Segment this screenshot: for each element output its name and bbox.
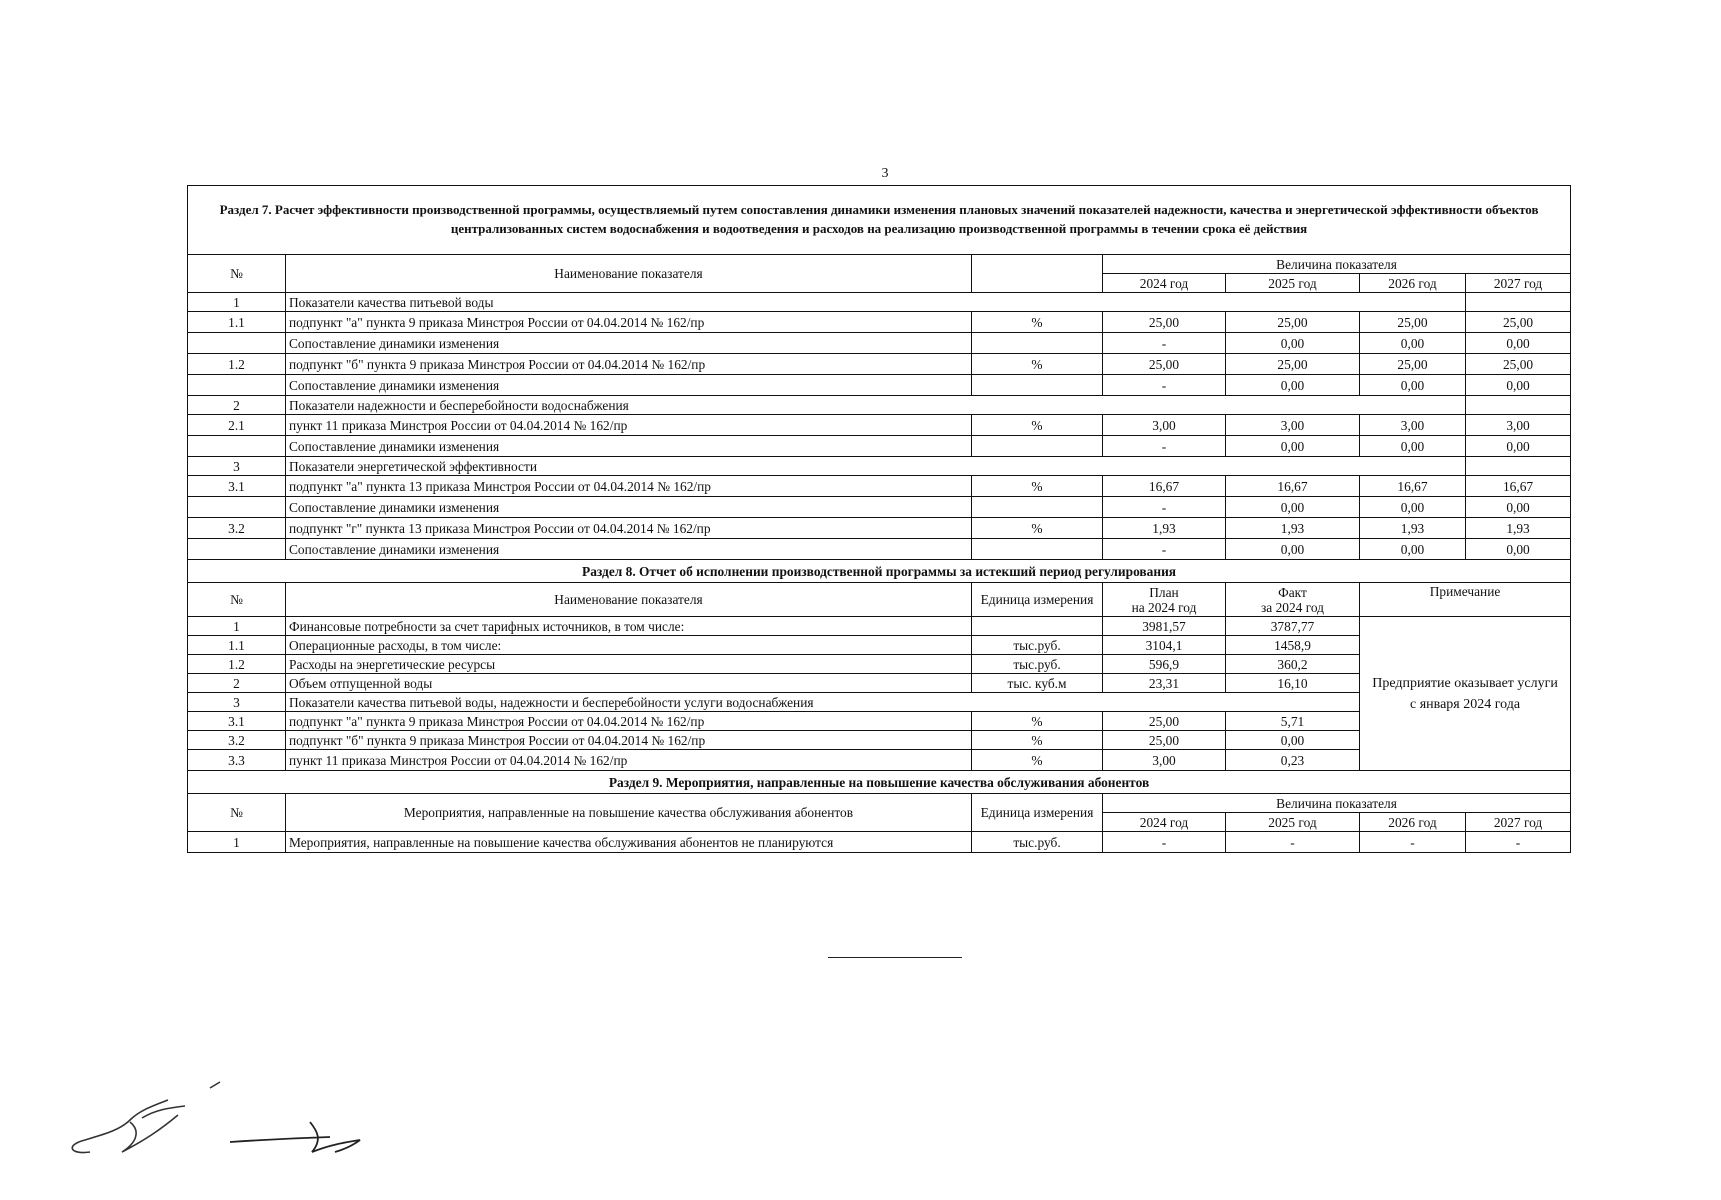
value-2027: 0,00 <box>1466 333 1571 354</box>
value-2027: 0,00 <box>1466 436 1571 457</box>
row-num: 1.1 <box>188 312 286 333</box>
row-num: 3 <box>188 693 286 712</box>
indicator-name: подпункт "а" пункта 13 приказа Минстроя России от 04.04.2014 № 162/пр <box>286 476 972 497</box>
value-2024: 25,00 <box>1103 312 1226 333</box>
row-num <box>188 497 286 518</box>
row-num <box>188 333 286 354</box>
table-row <box>188 497 1571 518</box>
value-2024: - <box>1103 539 1226 560</box>
value-2027: - <box>1466 832 1571 853</box>
s7-header-2025: 2025 год <box>1226 274 1360 293</box>
row-num: 3.2 <box>188 731 286 750</box>
value-2027: 25,00 <box>1466 354 1571 375</box>
indicator-name: подпункт "а" пункта 9 приказа Минстроя России от 04.04.2014 № 162/пр <box>286 712 972 731</box>
value-2025: - <box>1226 832 1360 853</box>
row-num <box>188 436 286 457</box>
unit: тыс.руб. <box>972 832 1103 853</box>
table-row <box>188 832 1571 853</box>
value-2026: 0,00 <box>1360 333 1466 354</box>
table-row <box>188 375 1571 396</box>
s8-header-note: Примечание <box>1360 583 1571 617</box>
section8-header-row <box>188 583 1571 617</box>
value-2026: 0,00 <box>1360 539 1466 560</box>
indicator-name: пункт 11 приказа Минстроя России от 04.04.2014 № 162/пр <box>286 750 972 771</box>
plan-value: 25,00 <box>1103 712 1226 731</box>
plan-value: 23,31 <box>1103 674 1226 693</box>
table-row <box>188 415 1571 436</box>
table-row <box>188 539 1571 560</box>
value-2027: 1,93 <box>1466 518 1571 539</box>
indicator-name: подпункт "б" пункта 9 приказа Минстроя России от 04.04.2014 № 162/пр <box>286 731 972 750</box>
value-2026: 0,00 <box>1360 436 1466 457</box>
indicator-name: Операционные расходы, в том числе: <box>286 636 972 655</box>
fact-value: 3787,77 <box>1226 617 1360 636</box>
value-2024: - <box>1103 375 1226 396</box>
note-line-1: Предприятие оказывает услуги <box>1372 675 1558 691</box>
row-num: 1.2 <box>188 354 286 375</box>
plan-label: План <box>1149 584 1179 600</box>
plan-value: 3,00 <box>1103 750 1226 771</box>
indicator-name: Объем отпущенной воды <box>286 674 972 693</box>
s9-header-2024: 2024 год <box>1103 813 1226 832</box>
group-name: Показатели надежности и бесперебойности водоснабжения <box>286 396 1466 415</box>
value-2025: 25,00 <box>1226 312 1360 333</box>
row-num: 1 <box>188 293 286 312</box>
value-2025: 25,00 <box>1226 354 1360 375</box>
s9-header-num: № <box>188 794 286 832</box>
indicator-name: подпункт "г" пункта 13 приказа Минстроя России от 04.04.2014 № 162/пр <box>286 518 972 539</box>
plan-value: 3104,1 <box>1103 636 1226 655</box>
value-2025: 0,00 <box>1226 539 1360 560</box>
indicator-name: Финансовые потребности за счет тарифных источников, в том числе: <box>286 617 972 636</box>
value-2026: - <box>1360 832 1466 853</box>
indicator-name: подпункт "а" пункта 9 приказа Минстроя России от 04.04.2014 № 162/пр <box>286 312 972 333</box>
value-2024: - <box>1103 497 1226 518</box>
value-2026: 25,00 <box>1360 312 1466 333</box>
unit: тыс. куб.м <box>972 674 1103 693</box>
s9-header-unit: Единица измерения <box>972 794 1103 832</box>
indicator-name: Сопоставление динамики изменения <box>286 497 972 518</box>
table-row <box>188 396 1571 415</box>
s8-header-name: Наименование показателя <box>286 583 972 617</box>
unit: % <box>972 312 1103 333</box>
unit: тыс.руб. <box>972 655 1103 674</box>
fact-value: 360,2 <box>1226 655 1360 674</box>
signature-stroke <box>72 1082 220 1153</box>
section9-title: Раздел 9. Мероприятия, направленные на повышение качества обслуживания абонентов <box>188 771 1571 794</box>
group-name: Показатели качества питьевой воды <box>286 293 1466 312</box>
value-2026: 1,93 <box>1360 518 1466 539</box>
row-num: 3.1 <box>188 476 286 497</box>
s9-header-2026: 2026 год <box>1360 813 1466 832</box>
section7-title: Раздел 7. Расчет эффективности производственной программы, осуществляемый путем сопоставления динамики изменения плановых значений показателей надежности, качества и энергетической эффективности объектов централизованных систем водоснабжения и водоотведения и расходов на реализацию производственной программы в течении срока её действия <box>188 186 1571 255</box>
unit: % <box>972 518 1103 539</box>
plan-value: 25,00 <box>1103 731 1226 750</box>
row-num <box>188 375 286 396</box>
table-row <box>188 354 1571 375</box>
unit <box>972 539 1103 560</box>
empty-cell <box>1466 396 1571 415</box>
unit: % <box>972 476 1103 497</box>
group-name: Показатели качества питьевой воды, надежности и бесперебойности услуги водоснабжения <box>286 693 1360 712</box>
unit <box>972 617 1103 636</box>
row-num: 1.2 <box>188 655 286 674</box>
indicator-name: Сопоставление динамики изменения <box>286 375 972 396</box>
row-num: 2 <box>188 674 286 693</box>
value-2024: - <box>1103 333 1226 354</box>
section8-title: Раздел 8. Отчет об исполнении производственной программы за истекший период регулирования <box>188 560 1571 583</box>
row-num: 1.1 <box>188 636 286 655</box>
s7-header-2027: 2027 год <box>1466 274 1571 293</box>
value-2024: - <box>1103 436 1226 457</box>
table-row <box>188 333 1571 354</box>
indicator-name: Сопоставление динамики изменения <box>286 539 972 560</box>
fact-value: 1458,9 <box>1226 636 1360 655</box>
note-line-2: с января 2024 года <box>1410 696 1521 712</box>
table-row <box>188 476 1571 497</box>
s8-header-fact <box>1226 583 1360 617</box>
s8-header-unit: Единица измерения <box>972 583 1103 617</box>
end-divider <box>828 957 962 958</box>
value-2025: 16,67 <box>1226 476 1360 497</box>
table-row <box>188 457 1571 476</box>
row-num: 2 <box>188 396 286 415</box>
value-2025: 3,00 <box>1226 415 1360 436</box>
table-row <box>188 293 1571 312</box>
indicator-name: Сопоставление динамики изменения <box>286 436 972 457</box>
fact-value: 5,71 <box>1226 712 1360 731</box>
s8-header-plan <box>1103 583 1226 617</box>
s7-header-2024: 2024 год <box>1103 274 1226 293</box>
value-2027: 25,00 <box>1466 312 1571 333</box>
value-2025: 0,00 <box>1226 333 1360 354</box>
s7-header-value: Величина показателя <box>1103 255 1571 274</box>
value-2027: 3,00 <box>1466 415 1571 436</box>
s7-header-name: Наименование показателя <box>286 255 972 293</box>
measure-name: Мероприятия, направленные на повышение качества обслуживания абонентов не планируются <box>286 832 972 853</box>
unit: % <box>972 712 1103 731</box>
indicator-name: Сопоставление динамики изменения <box>286 333 972 354</box>
value-2027: 16,67 <box>1466 476 1571 497</box>
table-row <box>188 617 1571 636</box>
unit: % <box>972 415 1103 436</box>
unit: % <box>972 731 1103 750</box>
value-2027: 0,00 <box>1466 375 1571 396</box>
value-2025: 0,00 <box>1226 497 1360 518</box>
unit <box>972 375 1103 396</box>
row-num: 1 <box>188 617 286 636</box>
s7-header-2026: 2026 год <box>1360 274 1466 293</box>
section9-title-row <box>188 771 1571 794</box>
row-num: 1 <box>188 832 286 853</box>
value-2025: 0,00 <box>1226 375 1360 396</box>
empty-cell <box>1466 293 1571 312</box>
value-2026: 25,00 <box>1360 354 1466 375</box>
value-2026: 0,00 <box>1360 497 1466 518</box>
row-num <box>188 539 286 560</box>
s7-header-unit <box>972 255 1103 293</box>
value-2024: - <box>1103 832 1226 853</box>
empty-cell <box>1466 457 1571 476</box>
unit: тыс.руб. <box>972 636 1103 655</box>
table-row <box>188 312 1571 333</box>
row-num: 2.1 <box>188 415 286 436</box>
handwritten-signature <box>60 1060 380 1170</box>
unit <box>972 497 1103 518</box>
value-2024: 3,00 <box>1103 415 1226 436</box>
table-row <box>188 518 1571 539</box>
page-number: 3 <box>881 166 889 181</box>
value-2026: 0,00 <box>1360 375 1466 396</box>
value-2027: 0,00 <box>1466 497 1571 518</box>
section7-header-row <box>188 255 1571 274</box>
fact-value: 16,10 <box>1226 674 1360 693</box>
plan-value: 3981,57 <box>1103 617 1226 636</box>
plan-value: 596,9 <box>1103 655 1226 674</box>
s9-header-value: Величина показателя <box>1103 794 1571 813</box>
value-2026: 16,67 <box>1360 476 1466 497</box>
note-cell <box>1360 617 1571 771</box>
value-2026: 3,00 <box>1360 415 1466 436</box>
section7-title-row <box>188 186 1571 255</box>
table-row <box>188 436 1571 457</box>
fact-value: 0,00 <box>1226 731 1360 750</box>
fact-label: Факт <box>1278 584 1307 600</box>
s7-header-num: № <box>188 255 286 293</box>
s9-header-2025: 2025 год <box>1226 813 1360 832</box>
plan-year: на 2024 год <box>1131 599 1197 615</box>
row-num: 3.3 <box>188 750 286 771</box>
indicator-name: Расходы на энергетические ресурсы <box>286 655 972 674</box>
s9-header-name: Мероприятия, направленные на повышение качества обслуживания абонентов <box>286 794 972 832</box>
value-2024: 16,67 <box>1103 476 1226 497</box>
unit <box>972 333 1103 354</box>
value-2025: 0,00 <box>1226 436 1360 457</box>
s9-header-2027: 2027 год <box>1466 813 1571 832</box>
unit: % <box>972 750 1103 771</box>
fact-year: за 2024 год <box>1261 599 1324 615</box>
row-num: 3.1 <box>188 712 286 731</box>
s8-header-num: № <box>188 583 286 617</box>
fact-value: 0,23 <box>1226 750 1360 771</box>
unit: % <box>972 354 1103 375</box>
signature-stroke <box>230 1122 360 1152</box>
section9-header-row <box>188 794 1571 813</box>
indicator-name: подпункт "б" пункта 9 приказа Минстроя России от 04.04.2014 № 162/пр <box>286 354 972 375</box>
row-num: 3.2 <box>188 518 286 539</box>
group-name: Показатели энергетической эффективности <box>286 457 1466 476</box>
indicator-name: пункт 11 приказа Минстроя России от 04.04.2014 № 162/пр <box>286 415 972 436</box>
section8-title-row <box>188 560 1571 583</box>
report-table <box>187 185 1571 853</box>
value-2027: 0,00 <box>1466 539 1571 560</box>
unit <box>972 436 1103 457</box>
value-2025: 1,93 <box>1226 518 1360 539</box>
value-2024: 25,00 <box>1103 354 1226 375</box>
row-num: 3 <box>188 457 286 476</box>
value-2024: 1,93 <box>1103 518 1226 539</box>
